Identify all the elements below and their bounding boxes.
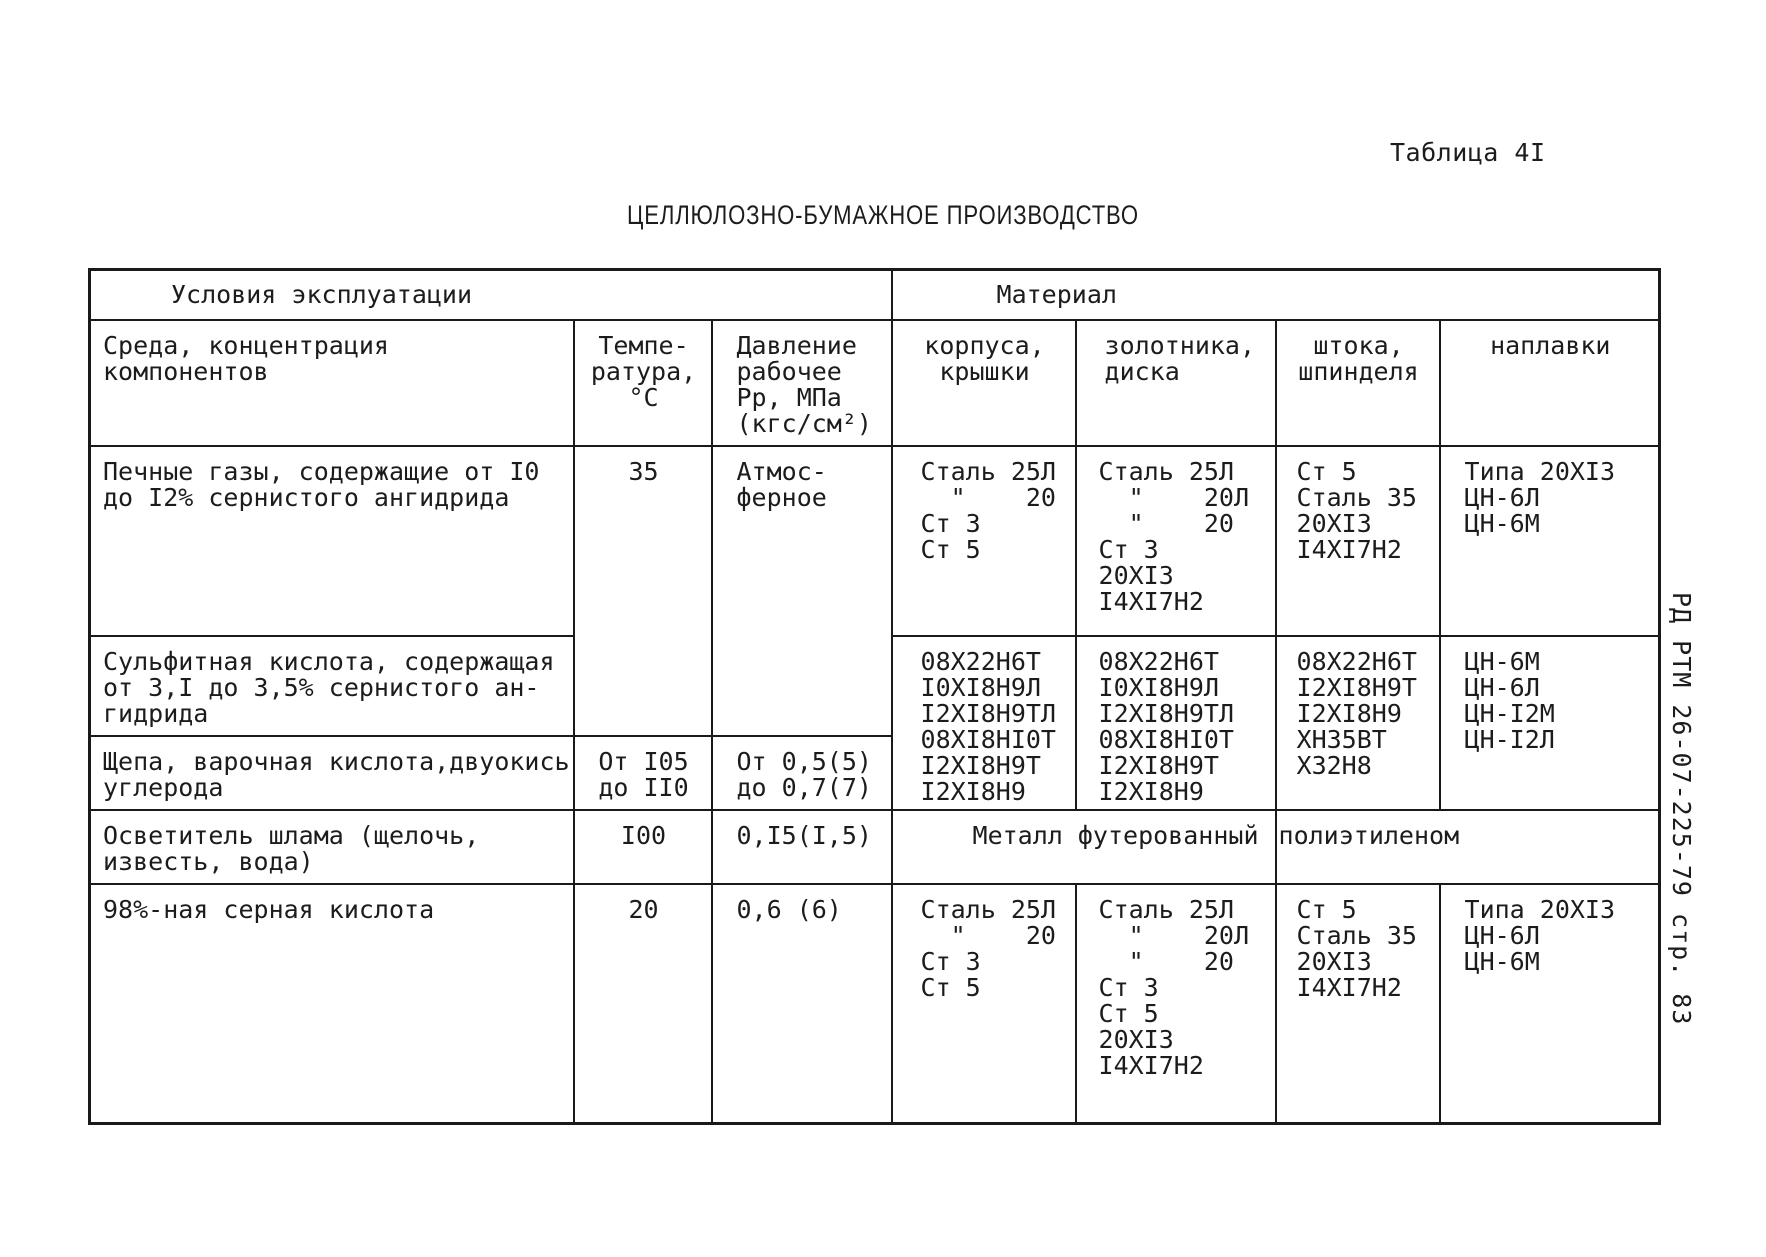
cell-material-merged-right: полиэтиленом (1276, 810, 1660, 884)
table-number: Таблица 4I (1390, 138, 1546, 167)
cell-overlay: Типа 20ХI3 ЦН-6Л ЦН-6М (1440, 446, 1660, 636)
cell-stem: Ст 5 Сталь 35 20ХI3 I4ХI7Н2 (1276, 884, 1440, 1124)
cell-stem: 08Х22Н6Т I2ХI8Н9Т I2ХI8Н9 ХН35ВТ Х32Н8 (1276, 636, 1440, 810)
cell-body: Сталь 25Л " 20 Ст 3 Ст 5 (892, 446, 1076, 636)
cell-pressure: 0,6 (6) (712, 884, 892, 1124)
cell-material-merged-left: Металл футерованный (892, 810, 1276, 884)
column-header-row (90, 320, 1660, 446)
cell-medium: Щепа, варочная кислота,двуокись углерода (90, 736, 574, 810)
cell-body: Сталь 25Л " 20 Ст 3 Ст 5 (892, 884, 1076, 1124)
group-header-row (90, 270, 1660, 320)
table-row (90, 884, 1660, 1124)
cell-spool: Сталь 25Л " 20Л " 20 Ст 3 Ст 5 20ХI3 I4ХI7Н2 (1076, 884, 1276, 1124)
materials-table (88, 268, 1661, 1125)
cell-temperature: I00 (574, 810, 712, 884)
material-group-header: Материал (892, 270, 1660, 320)
col-header-body: корпуса, крышки (892, 320, 1076, 446)
cell-stem: Ст 5 Сталь 35 20ХI3 I4ХI7Н2 (1276, 446, 1440, 636)
cell-temperature: 35 (574, 446, 712, 736)
col-header-pressure: Давление рабочее Рр, МПа (кгс/см²) (712, 320, 892, 446)
side-document-reference: РД РТМ 26-07-225-79 стр. 83 (1667, 592, 1696, 1026)
col-header-spool: золотника, диска (1076, 320, 1276, 446)
cell-temperature: 20 (574, 884, 712, 1124)
col-header-stem: штока, шпинделя (1276, 320, 1440, 446)
conditions-group-header: Условия эксплуатации (90, 270, 892, 320)
cell-pressure: От 0,5(5) до 0,7(7) (712, 736, 892, 810)
cell-body: 08Х22Н6Т I0ХI8Н9Л I2ХI8Н9ТЛ 08ХI8НI0Т I2ХI8Н9Т I2ХI8Н9 (892, 636, 1076, 810)
cell-spool: Сталь 25Л " 20Л " 20 Ст 3 20ХI3 I4ХI7Н2 (1076, 446, 1276, 636)
col-header-temperature: Темпе- ратура, °С (574, 320, 712, 446)
col-header-medium: Среда, концентрация компонентов (90, 320, 574, 446)
cell-pressure: Атмос- ферное (712, 446, 892, 736)
cell-medium: 98%-ная серная кислота (90, 884, 574, 1124)
cell-medium: Печные газы, содержащие от I0 до I2% сернистого ангидрида (90, 446, 574, 636)
cell-temperature: От I05 до II0 (574, 736, 712, 810)
col-header-overlay: наплавки (1440, 320, 1660, 446)
cell-overlay: ЦН-6М ЦН-6Л ЦН-I2М ЦН-I2Л (1440, 636, 1660, 810)
table-row (90, 810, 1660, 884)
cell-medium: Осветитель шлама (щелочь, известь, вода) (90, 810, 574, 884)
cell-overlay: Типа 20ХI3 ЦН-6Л ЦН-6М (1440, 884, 1660, 1124)
cell-spool: 08Х22Н6Т I0ХI8Н9Л I2ХI8Н9ТЛ 08ХI8НI0Т I2ХI8Н9Т I2ХI8Н9 (1076, 636, 1276, 810)
cell-pressure: 0,I5(I,5) (712, 810, 892, 884)
cell-medium: Сульфитная кислота, содержащая от 3,I до 3,5% сернистого ан- гидрида (90, 636, 574, 736)
document-title: ЦЕЛЛЮЛОЗНО-БУМАЖНОЕ ПРОИЗВОДСТВО (627, 200, 1139, 230)
table-row (90, 446, 1660, 636)
